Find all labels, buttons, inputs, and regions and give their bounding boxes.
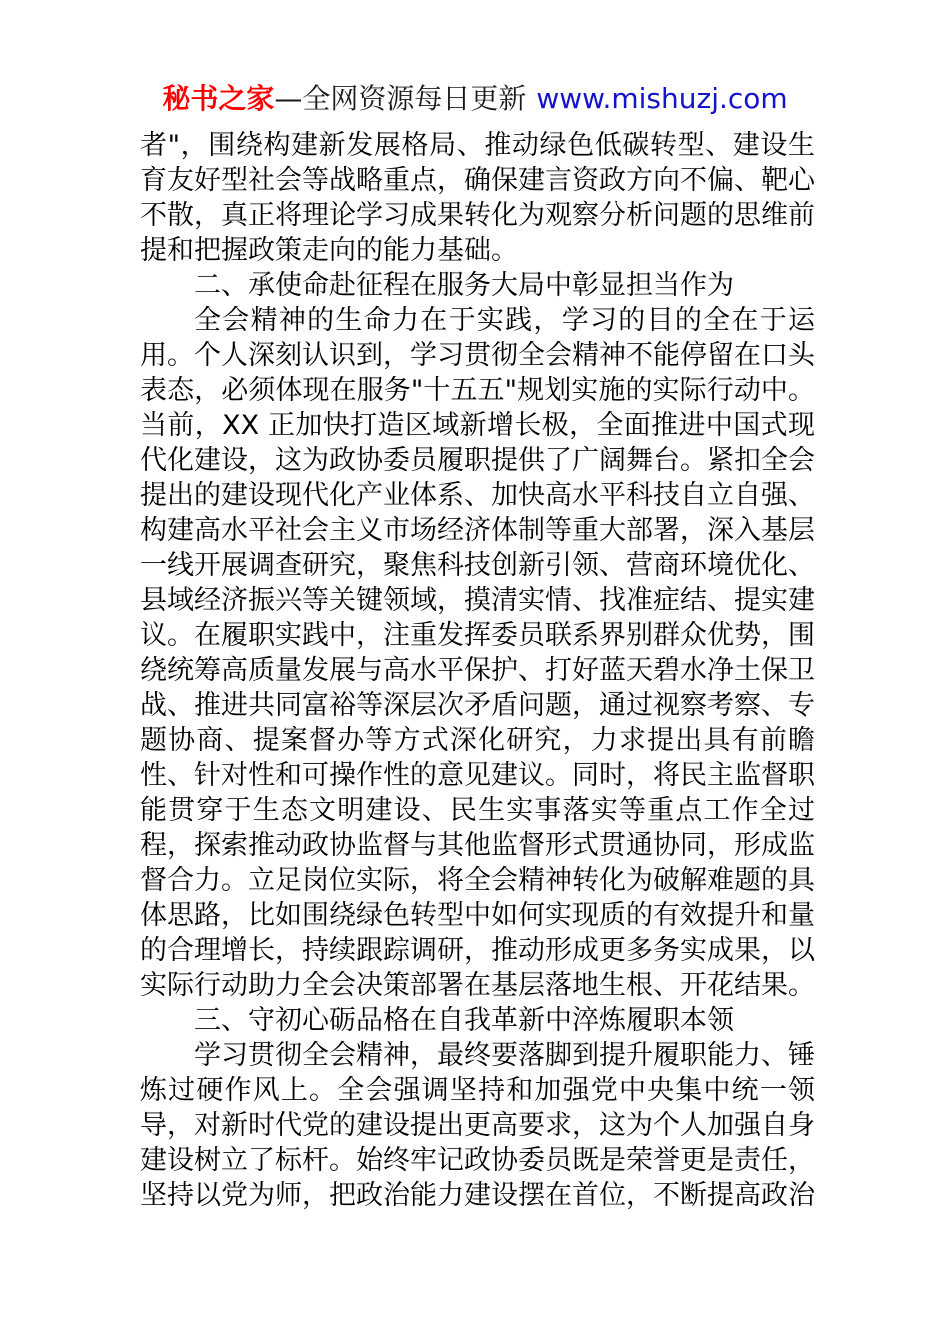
paragraph-section-three: 学习贯彻全会精神，最终要落脚到提升履职能力、锤炼过硬作风上。全会强调坚持和加强党中央集中统一领导，对新时代党的建设提出更高要求，这为个人加强自身建设树立了标杆。始终牢记政协委员既是荣誉更是责任，坚持以党为师，把政治能力建设摆在首位，不断提高政治 [140, 1040, 815, 1211]
site-url-link[interactable]: www.mishuzj.com [536, 82, 788, 115]
document-body [140, 128, 815, 1213]
paragraph-continuation: 者"，围绕构建新发展格局、推动绿色低碳转型、建设生育友好型社会等战略重点，确保建言资政方向不偏、靶心不散，真正将理论学习成果转化为观察分析问题的思维前提和把握政策走向的能力基础。 [140, 130, 815, 266]
site-header [0, 80, 950, 118]
section-heading-two: 二、承使命赴征程在服务大局中彰显担当作为 [194, 270, 734, 301]
brand-name: 秘书之家 [162, 82, 275, 115]
header-tagline: 全网资源每日更新 [302, 82, 527, 115]
brand-separator: — [274, 82, 303, 115]
paragraph-section-two: 全会精神的生命力在于实践，学习的目的全在于运用。个人深刻认识到，学习贯彻全会精神不能停留在口头表态，必须体现在服务"十五五"规划实施的实际行动中。当前，XX 正加快打造区域新增长极，全面推进中国式现代化建设，这为政协委员履职提供了广阔舞台。紧扣全会提出的建设现代化产业体系、加快高水平科技自立自强、构建高水平社会主义市场经济体制等重大部署，深入基层一线开展调查研究，聚焦科技创新引领、营商环境优化、县域经济振兴等关键领域，摸清实情、找准症结、提实建议。在履职实践中，注重发挥委员联系界别群众优势，围绕统筹高质量发展与高水平保护、打好蓝天碧水净土保卫战、推进共同富裕等深层次矛盾问题，通过视察考察、专题协商、提案督办等方式深化研究，力求提出具有前瞻性、针对性和可操作性的意见建议。同时，将民主监督职能贯穿于生态文明建设、民生实事落实等重点工作全过程，探索推动政协监督与其他监督形式贯通协同，形成监督合力。立足岗位实际，将全会精神转化为破解难题的具体思路，比如围绕绿色转型中如何实现质的有效提升和量的合理增长，持续跟踪调研，推动形成更多务实成果，以实际行动助力全会决策部署在基层落地生根、开花结果。 [140, 305, 815, 1001]
section-heading-three: 三、守初心砺品格在自我革新中淬炼履职本领 [194, 1005, 734, 1036]
